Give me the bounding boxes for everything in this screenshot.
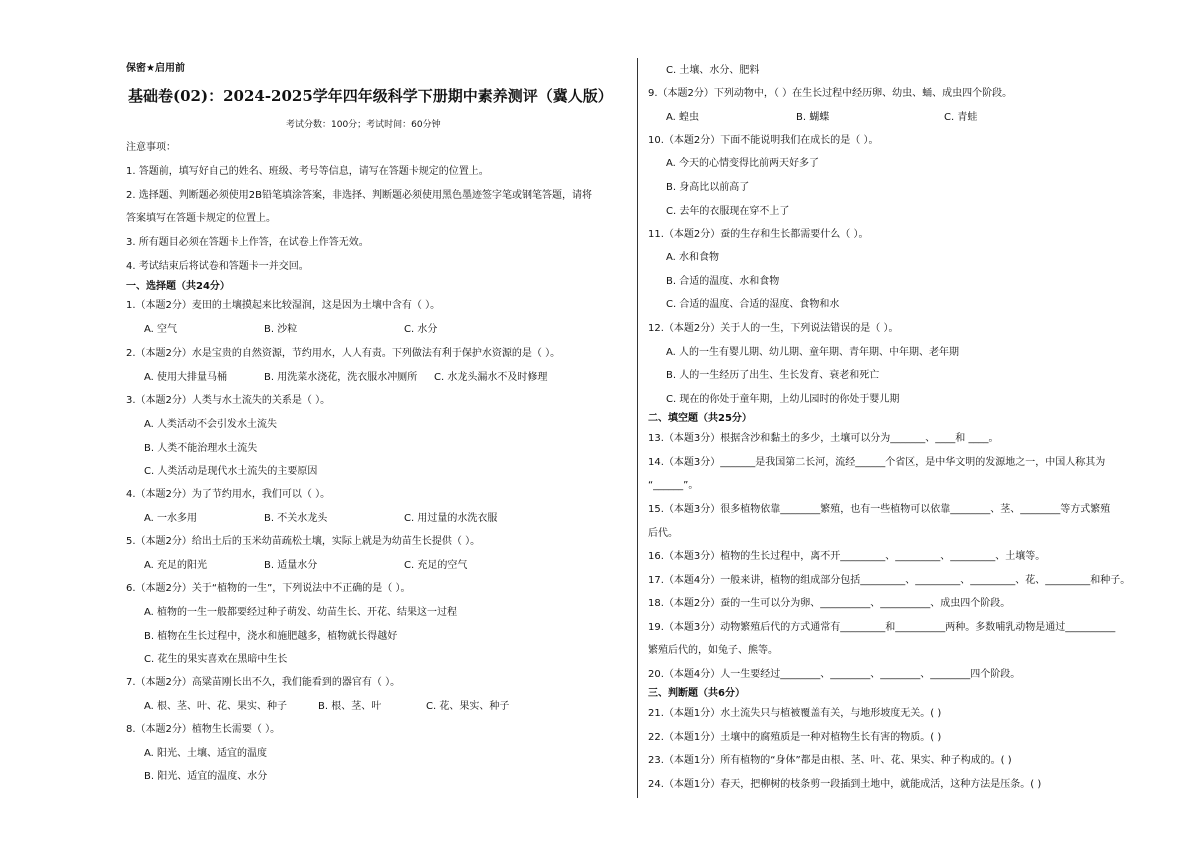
- question-stem: 4.（本题2分）为了节约用水，我们可以（ ）。: [126, 489, 331, 500]
- option: A. 使用大排量马桶: [144, 372, 228, 383]
- option: C. 土壤、水分、肥料: [666, 65, 760, 76]
- question-stem: 22.（本题1分）土壤中的腐殖质是一种对植物生长有害的物质。( ): [648, 732, 942, 743]
- notes-title: 注意事项：: [126, 142, 176, 153]
- question-stem: 8.（本题2分）植物生长需要（ ）。: [126, 724, 281, 735]
- option: A. 植物的一生一般都要经过种子萌发、幼苗生长、开花、结果这一过程: [144, 607, 458, 618]
- question-stem: 14.（本题3分）_______是我国第二长河，流经______个省区，是中华文明的发源地之一，中国人称其为: [648, 457, 1106, 468]
- option: B. 合适的温度、水和食物: [666, 276, 780, 287]
- question-stem: 12.（本题2分）关于人的一生，下列说法错误的是（ ）。: [648, 323, 899, 334]
- option: B. 适量水分: [264, 560, 318, 571]
- option: A. 充足的阳光: [144, 560, 208, 571]
- question-stem: 24.（本题1分）春天，把柳树的枝条剪一段插到土地中，就能成活，这种方法是压条。( ): [648, 779, 1042, 790]
- option: C. 青蛙: [944, 112, 978, 123]
- exam-title: 基础卷(02)：2024-2025学年四年级科学下册期中素养测评（冀人版）: [128, 87, 613, 105]
- question-stem: 18.（本题2分）蚕的一生可以分为卵、__________、__________、成虫四个阶段。: [648, 598, 1011, 609]
- option: B. 沙粒: [264, 324, 298, 335]
- question-stem: 9.（本题2分）下列动物中，（ ）在生长过程中经历卵、幼虫、蛹、成虫四个阶段。: [648, 88, 1013, 99]
- secret-label: 保密★启用前: [126, 63, 185, 74]
- question-stem: 10.（本题2分）下面不能说明我们在成长的是（ ）。: [648, 135, 879, 146]
- note-line: 3. 所有题目必须在答题卡上作答，在试卷上作答无效。: [126, 237, 369, 248]
- question-stem: 6.（本题2分）关于“植物的一生”，下列说法中不正确的是（ ）。: [126, 583, 411, 594]
- option: C. 花生的果实喜欢在黑暗中生长: [144, 654, 288, 665]
- option: C. 去年的衣服现在穿不上了: [666, 206, 790, 217]
- option: C. 用过量的水洗衣服: [404, 513, 498, 524]
- exam-info: 考试分数：100分；考试时间：60分钟: [286, 120, 441, 130]
- note-line: 2. 选择题、判断题必须使用2B铅笔填涂答案，非选择、判断题必须使用黑色墨迹签字笔或钢笔答题，请将: [126, 190, 592, 201]
- question-stem: 15.（本题3分）很多植物依靠________繁殖，也有一些植物可以依靠________、茎、________等方式繁殖: [648, 504, 1111, 515]
- question-stem: 1.（本题2分）麦田的土壤摸起来比较湿润，这是因为土壤中含有（ ）。: [126, 300, 441, 311]
- option: C. 充足的空气: [404, 560, 468, 571]
- question-stem: 5.（本题2分）给出土后的玉米幼苗疏松土壤，实际上就是为幼苗生长提供（ ）。: [126, 536, 481, 547]
- section-2-title: 二、填空题（共25分）: [648, 413, 752, 424]
- question-stem: 16.（本题3分）植物的生长过程中，离不开_________、_________、_________、土壤等。: [648, 551, 1046, 562]
- question-stem: 13.（本题3分）根据含沙和黏土的多少，土壤可以分为_______、____和 ____。: [648, 433, 999, 444]
- option: C. 水分: [404, 324, 438, 335]
- question-stem-cont: 后代。: [648, 528, 678, 539]
- question-stem: 23.（本题1分）所有植物的“身体”都是由根、茎、叶、花、果实、种子构成的。( ): [648, 755, 1012, 766]
- question-stem: 20.（本题4分）人一生要经过________、________、________、________四个阶段。: [648, 669, 1021, 680]
- option: A. 人的一生有婴儿期、幼儿期、童年期、青年期、中年期、老年期: [666, 347, 960, 358]
- note-line: 答案填写在答题卡规定的位置上。: [126, 213, 276, 224]
- option: A. 空气: [144, 324, 178, 335]
- option: C. 人类活动是现代水土流失的主要原因: [144, 466, 318, 477]
- option: A. 水和食物: [666, 252, 720, 263]
- option: A. 一水多用: [144, 513, 198, 524]
- option: C. 现在的你处于童年期，上幼儿园时的你处于婴儿期: [666, 394, 900, 405]
- option: B. 蝴蝶: [796, 112, 830, 123]
- option: B. 阳光、适宜的温度、水分: [144, 771, 268, 782]
- question-stem: 2.（本题2分）水是宝贵的自然资源，节约用水，人人有责。下列做法有利于保护水资源的是（ ）。: [126, 348, 561, 359]
- question-stem: 17.（本题4分）一般来讲，植物的组成部分包括_________、_________、_________、花、_________和种子。: [648, 575, 1131, 586]
- option: A. 蝗虫: [666, 112, 700, 123]
- question-stem: 11.（本题2分）蚕的生存和生长都需要什么（ ）。: [648, 229, 869, 240]
- option: A. 人类活动不会引发水土流失: [144, 419, 278, 430]
- question-stem-cont: 繁殖后代的，如兔子、熊等。: [648, 645, 778, 656]
- section-3-title: 三、判断题（共6分）: [648, 688, 745, 699]
- option: B. 植物在生长过程中，浇水和施肥越多，植物就长得越好: [144, 631, 398, 642]
- option: A. 根、茎、叶、花、果实、种子: [144, 701, 288, 712]
- question-stem: 21.（本题1分）水土流失只与植被覆盖有关，与地形坡度无关。( ): [648, 708, 942, 719]
- option: C. 水龙头漏水不及时修理: [434, 372, 548, 383]
- option: B. 不关水龙头: [264, 513, 328, 524]
- option: B. 用洗菜水浇花，洗衣服水冲厕所: [264, 372, 418, 383]
- section-1-title: 一、选择题（共24分）: [126, 281, 230, 292]
- option: B. 身高比以前高了: [666, 182, 750, 193]
- column-divider: [637, 58, 638, 798]
- option: B. 根、茎、叶: [318, 701, 382, 712]
- option: A. 阳光、土壤、适宜的温度: [144, 748, 268, 759]
- option: B. 人的一生经历了出生、生长发育、衰老和死亡: [666, 370, 880, 381]
- option: C. 花、果实、种子: [426, 701, 510, 712]
- note-line: 1. 答题前，填写好自己的姓名、班级、考号等信息，请写在答题卡规定的位置上。: [126, 166, 489, 177]
- question-stem: 19.（本题3分）动物繁殖后代的方式通常有_________和__________两种。多数哺乳动物是通过__________: [648, 622, 1116, 633]
- option: A. 今天的心情变得比前两天好多了: [666, 158, 820, 169]
- note-line: 4. 考试结束后将试卷和答题卡一并交回。: [126, 261, 309, 272]
- option: B. 人类不能治理水土流失: [144, 443, 258, 454]
- question-stem: 3.（本题2分）人类与水土流失的关系是（ ）。: [126, 395, 331, 406]
- question-stem-cont: “______”。: [648, 480, 699, 491]
- question-stem: 7.（本题2分）高粱苗刚长出不久，我们能看到的器官有（ ）。: [126, 677, 401, 688]
- option: C. 合适的温度、合适的湿度、食物和水: [666, 299, 840, 310]
